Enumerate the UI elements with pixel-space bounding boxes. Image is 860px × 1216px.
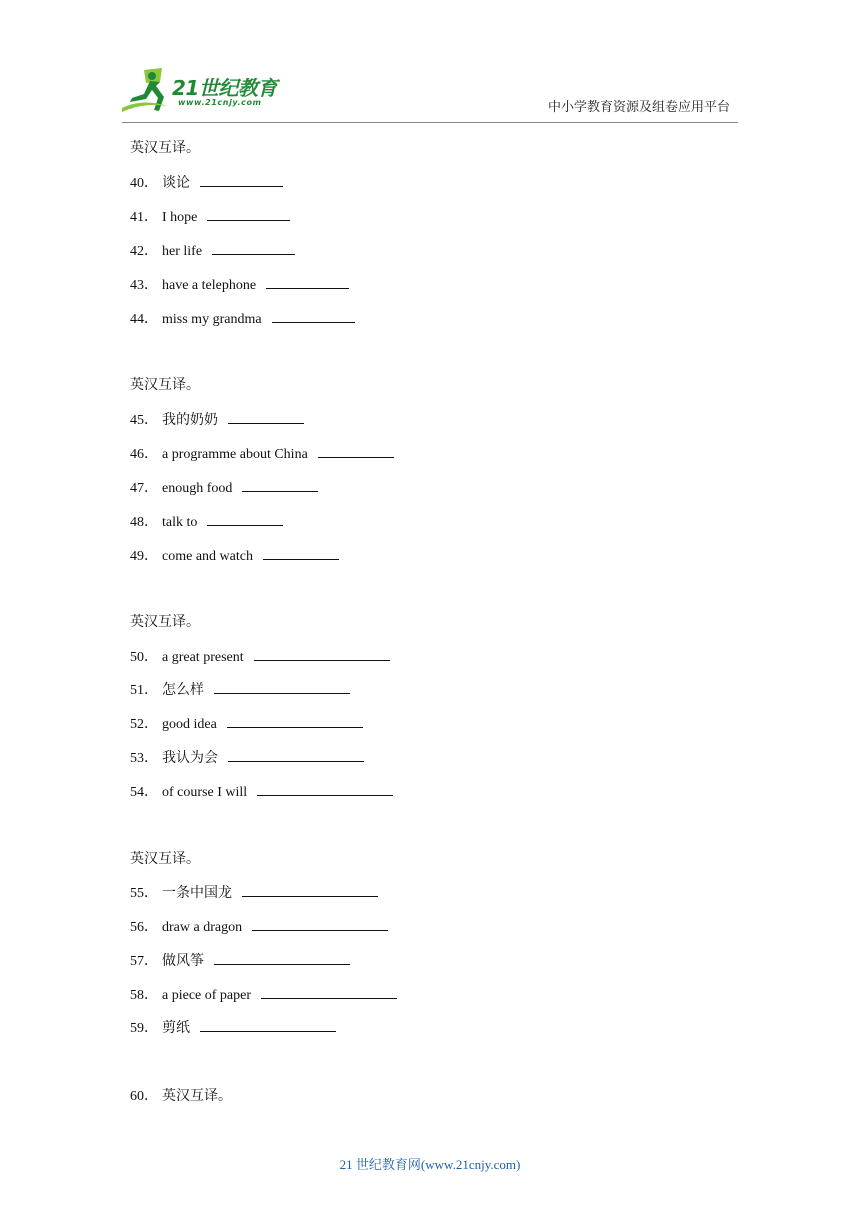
answer-blank[interactable] [242,479,318,492]
item-text: of course I will [162,785,248,800]
item-text: 我认为会 [162,750,218,766]
item-number: 55． [130,886,158,901]
item-text: 我的奶奶 [162,412,218,428]
answer-blank[interactable] [212,242,295,255]
exercise-item [130,308,355,328]
answer-blank[interactable] [214,952,350,965]
item-number: 44． [130,312,158,327]
answer-blank[interactable] [207,513,283,526]
answer-blank[interactable] [200,174,283,187]
answer-blank[interactable] [200,1019,336,1032]
answer-blank[interactable] [263,547,339,560]
item-number: 57． [130,954,158,969]
answer-blank[interactable] [242,884,378,897]
answer-blank[interactable] [207,208,290,221]
exercise-item [130,172,283,192]
answer-blank[interactable] [228,411,304,424]
section-title: 英汉互译。 [130,614,200,630]
item-text: have a telephone [162,278,257,293]
item-number: 45． [130,413,158,428]
exercise-item [130,409,304,429]
page-footer: 21 世纪教育网(www.21cnjy.com) [339,1157,521,1172]
item-number: 54． [130,785,158,800]
exercise-item [130,781,393,801]
header-divider [122,122,738,123]
answer-blank[interactable] [261,986,397,999]
item-number: 56． [130,920,158,935]
item-text: draw a dragon [162,920,243,935]
answer-blank[interactable] [272,310,355,323]
exercise-item [130,747,364,767]
item-text: I hope [162,210,198,225]
exercise-item [130,443,394,463]
exercise-item [130,984,397,1004]
item-text: a piece of paper [162,988,251,1003]
item-text: a great present [162,650,244,665]
item-text: come and watch [162,549,253,564]
item-number: 60． [130,1089,158,1104]
item-text: 做风筝 [162,953,204,969]
exercise-item [130,713,363,733]
exercise-item [130,274,349,294]
item-text: 剪纸 [162,1020,190,1036]
logo [122,68,292,116]
item-number: 49． [130,549,158,564]
item-number: 52． [130,717,158,732]
item-number: 42． [130,244,158,259]
item-number: 46． [130,447,158,462]
item-number: 40． [130,176,158,191]
item-text: enough food [162,481,233,496]
exercise-item [130,950,350,970]
answer-blank[interactable] [318,445,394,458]
answer-blank[interactable] [214,681,350,694]
exercise-item [130,545,339,565]
item-number: 41． [130,210,158,225]
logo-text: 21世纪教育 [172,76,277,100]
section-title: 英汉互译。 [130,377,200,393]
header-tagline: 中小学教育资源及组卷应用平台 [548,100,731,115]
item-number: 50． [130,650,158,665]
section-title: 英汉互译。 [130,140,200,156]
answer-blank[interactable] [252,918,388,931]
item-number: 51． [130,683,158,698]
exercise-item [130,1017,336,1037]
exercise-item [130,646,390,666]
section-title: 英汉互译。 [130,851,200,867]
item-number: 59． [130,1021,158,1036]
answer-blank[interactable] [266,276,349,289]
item-number: 47． [130,481,158,496]
answer-blank[interactable] [227,715,363,728]
item-text: 英汉互译。 [162,1088,232,1104]
exercise-item [130,206,290,226]
exercise-item [130,240,295,260]
item-text: 一条中国龙 [162,885,232,901]
page-header [0,0,860,125]
exercise-item [130,882,378,902]
exercise-item [130,477,318,497]
item-number: 48． [130,515,158,530]
item-text: 怎么样 [162,682,204,698]
answer-blank[interactable] [254,648,390,661]
item-text: good idea [162,717,217,732]
item-text: talk to [162,515,198,530]
answer-blank[interactable] [257,783,393,796]
item-text: miss my grandma [162,312,262,327]
exercise-item [130,1085,232,1105]
item-number: 43． [130,278,158,293]
item-text: 谈论 [162,175,190,191]
item-number: 58． [130,988,158,1003]
exercise-item [130,511,283,531]
answer-blank[interactable] [228,749,364,762]
item-text: her life [162,244,203,259]
exercise-item [130,916,388,936]
exercise-item [130,679,350,699]
logo-url: www.21cnjy.com [178,98,262,107]
item-number: 53． [130,751,158,766]
item-text: a programme about China [162,447,308,462]
runner-logo-icon [122,68,178,114]
